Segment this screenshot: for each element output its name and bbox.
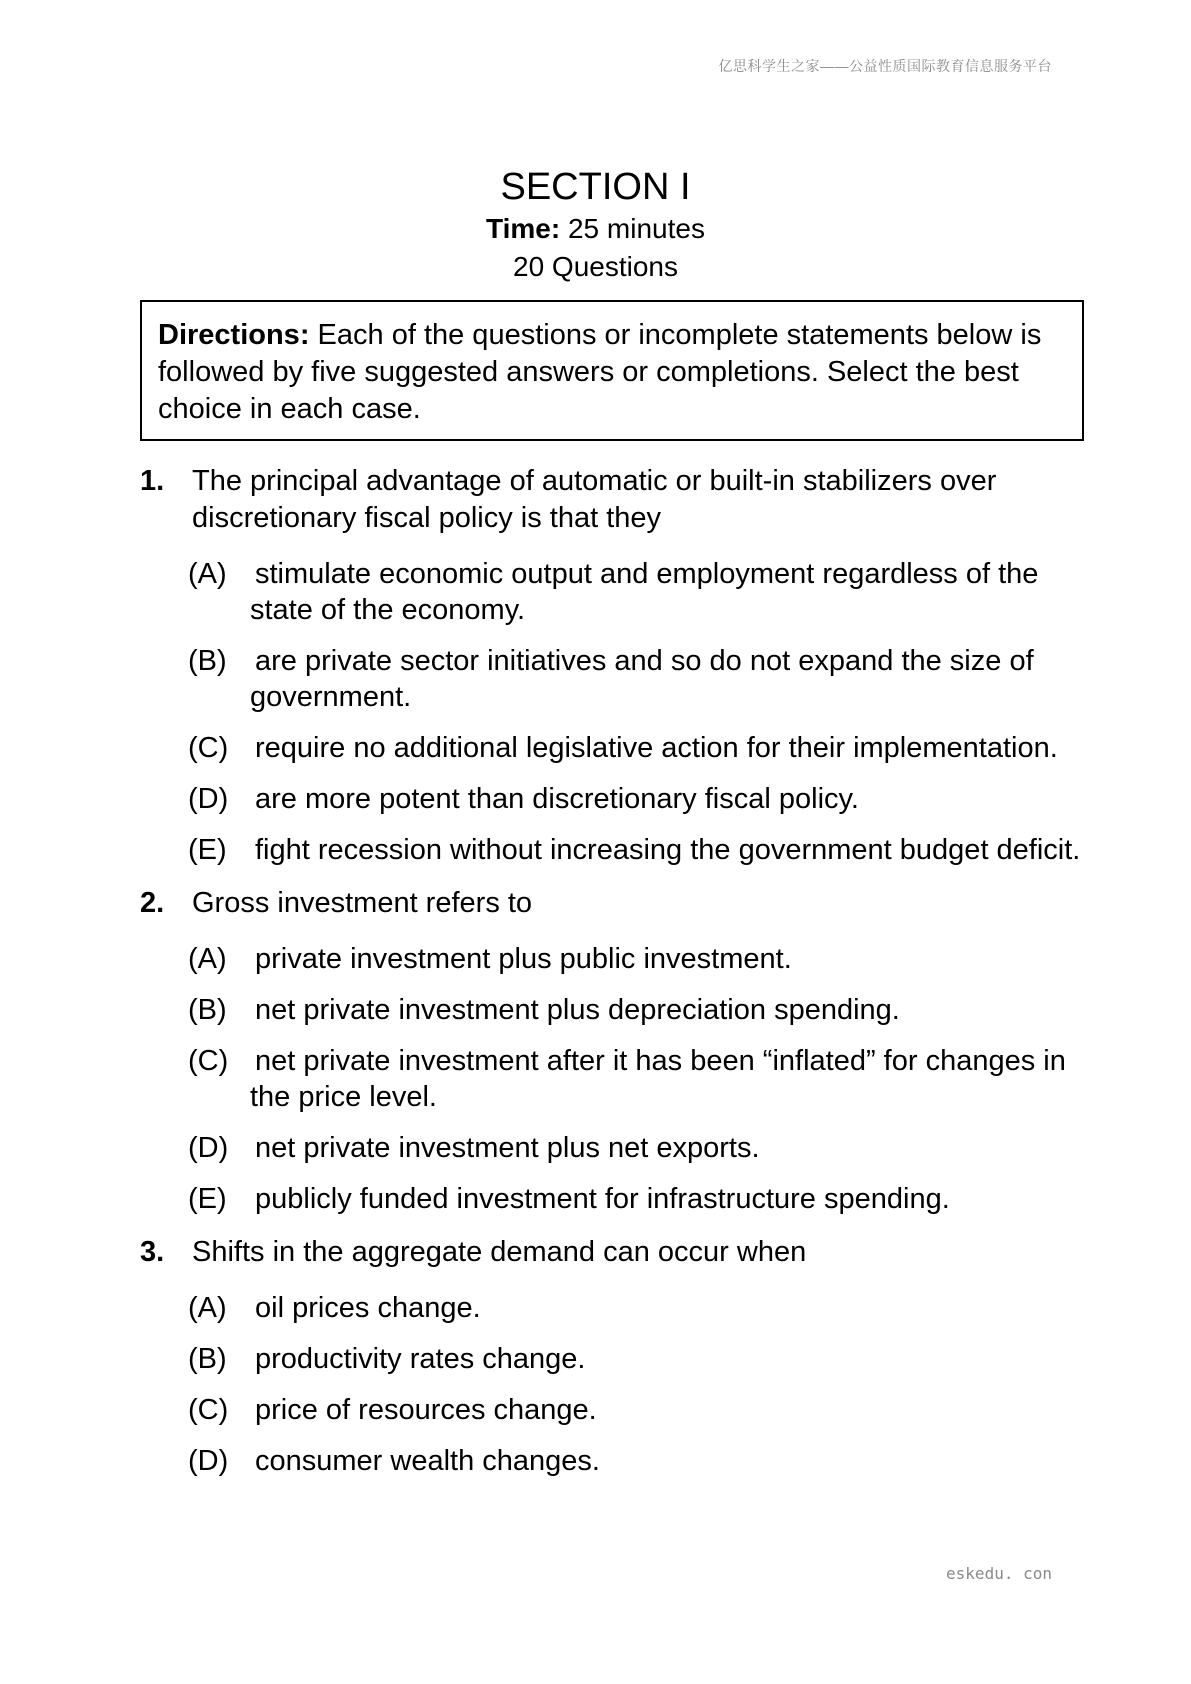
section-title-block	[0, 164, 1191, 286]
question-stem	[140, 1234, 1100, 1271]
option-letter: (B)	[188, 1343, 227, 1375]
question-number: 3.	[140, 1236, 165, 1268]
answer-option-a	[140, 556, 1100, 628]
option-text: net private investment plus depreciation spending.	[255, 994, 900, 1026]
option-letter: (D)	[188, 783, 229, 815]
question-3	[140, 1234, 1100, 1479]
option-text: fight recession without increasing the government budget deficit.	[255, 834, 1081, 866]
option-letter: (B)	[188, 994, 227, 1026]
question-number: 2.	[140, 887, 165, 919]
answer-options	[140, 556, 1100, 868]
option-letter: (A)	[188, 1292, 227, 1324]
answer-option-d	[140, 1443, 1100, 1479]
answer-option-a	[140, 1290, 1100, 1326]
answer-option-c	[140, 1392, 1100, 1428]
answer-option-c	[140, 730, 1100, 766]
answer-option-b	[140, 992, 1100, 1028]
answer-options	[140, 941, 1100, 1217]
time-value: 25 minutes	[560, 213, 705, 244]
option-letter: (C)	[188, 1394, 229, 1426]
option-text: publicly funded investment for infrastructure spending.	[255, 1183, 950, 1215]
answer-option-b	[140, 1341, 1100, 1377]
question-number: 1.	[140, 465, 165, 497]
option-text: productivity rates change.	[255, 1343, 586, 1375]
option-text: are more potent than discretionary fiscal policy.	[255, 783, 859, 815]
question-text: Gross investment refers to	[192, 887, 533, 919]
time-label: Time:	[486, 213, 561, 244]
option-letter: (E)	[188, 834, 227, 866]
option-text: are private sector initiatives and so do not expand the size of government.	[250, 645, 1034, 713]
question-count: 20 Questions	[513, 251, 678, 282]
page-footer-site-text: eskedu. con	[946, 1564, 1052, 1583]
page-header-site-text: 亿思科学生之家——公益性质国际教育信息服务平台	[718, 58, 1052, 74]
option-text: consumer wealth changes.	[255, 1445, 600, 1477]
answer-option-d	[140, 781, 1100, 817]
option-letter: (A)	[188, 943, 227, 975]
option-text: stimulate economic output and employment regardless of the state of the economy.	[250, 558, 1039, 626]
option-text: oil prices change.	[255, 1292, 481, 1324]
option-letter: (D)	[188, 1132, 229, 1164]
answer-option-e	[140, 1181, 1100, 1217]
question-stem	[140, 463, 1100, 537]
option-text: net private investment plus net exports.	[255, 1132, 760, 1164]
option-letter: (C)	[188, 732, 229, 764]
option-text: private investment plus public investment.	[255, 943, 792, 975]
option-letter: (D)	[188, 1445, 229, 1477]
option-text: price of resources change.	[255, 1394, 597, 1426]
option-letter: (E)	[188, 1183, 227, 1215]
section-title: SECTION I	[500, 166, 691, 208]
question-stem	[140, 885, 1100, 922]
directions-box	[140, 300, 1084, 441]
question-text: Shifts in the aggregate demand can occur when	[192, 1236, 807, 1268]
question-list	[140, 463, 1100, 1496]
answer-option-b	[140, 643, 1100, 715]
option-text: net private investment after it has been “inflated” for changes in the price level.	[250, 1045, 1066, 1113]
answer-options	[140, 1290, 1100, 1479]
option-letter: (C)	[188, 1045, 229, 1077]
question-1	[140, 463, 1100, 868]
answer-option-d	[140, 1130, 1100, 1166]
directions-text: Each of the questions or incomplete statements below is followed by five suggested answers or completions. Select the best choice in each case.	[158, 319, 1042, 425]
answer-option-a	[140, 941, 1100, 977]
option-letter: (A)	[188, 558, 227, 590]
question-text: The principal advantage of automatic or built-in stabilizers over discretionary fiscal policy is that they	[192, 465, 997, 534]
question-2	[140, 885, 1100, 1217]
option-text: require no additional legislative action for their implementation.	[255, 732, 1058, 764]
answer-option-e	[140, 832, 1100, 868]
option-letter: (B)	[188, 645, 227, 677]
answer-option-c	[140, 1043, 1100, 1115]
time-limit	[0, 210, 1191, 248]
directions-label: Directions:	[158, 319, 310, 351]
